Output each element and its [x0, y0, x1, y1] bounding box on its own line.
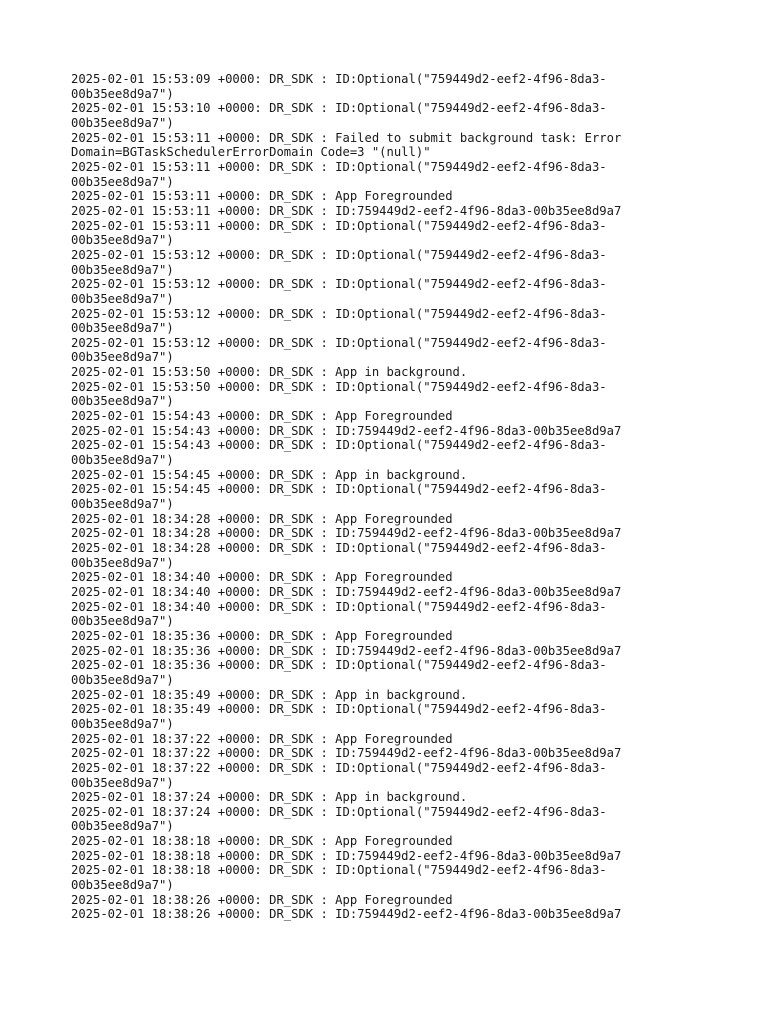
log-line: 2025-02-01 15:53:12 +0000: DR_SDK : ID:Optional("759449d2-eef2-4f96-8da3-: [71, 247, 607, 262]
log-line: 2025-02-01 15:53:50 +0000: DR_SDK : App in background.: [71, 365, 468, 380]
log-line: Domain=BGTaskSchedulerErrorDomain Code=3 "(null)": [71, 145, 431, 160]
log-line: 2025-02-01 18:38:18 +0000: DR_SDK : ID:759449d2-eef2-4f96-8da3-00b35ee8d9a7: [71, 848, 622, 863]
log-line: 2025-02-01 15:54:43 +0000: DR_SDK : App Foregrounded: [71, 409, 453, 424]
log-line: 00b35ee8d9a7"): [71, 775, 174, 790]
log-line: 00b35ee8d9a7"): [71, 262, 174, 277]
log-line: 2025-02-01 15:54:43 +0000: DR_SDK : ID:759449d2-eef2-4f96-8da3-00b35ee8d9a7: [71, 423, 622, 438]
log-line: 2025-02-01 18:37:22 +0000: DR_SDK : ID:Optional("759449d2-eef2-4f96-8da3-: [71, 760, 607, 775]
log-line: 00b35ee8d9a7"): [71, 555, 174, 570]
log-line: 00b35ee8d9a7"): [71, 321, 174, 336]
log-line: 2025-02-01 15:53:12 +0000: DR_SDK : ID:Optional("759449d2-eef2-4f96-8da3-: [71, 306, 607, 321]
log-line: 2025-02-01 18:37:22 +0000: DR_SDK : App Foregrounded: [71, 731, 453, 746]
log-line: 00b35ee8d9a7"): [71, 453, 174, 468]
log-line: 2025-02-01 18:34:40 +0000: DR_SDK : ID:759449d2-eef2-4f96-8da3-00b35ee8d9a7: [71, 584, 622, 599]
log-line: 00b35ee8d9a7"): [71, 86, 174, 101]
log-line: 2025-02-01 18:38:26 +0000: DR_SDK : ID:759449d2-eef2-4f96-8da3-00b35ee8d9a7: [71, 907, 622, 922]
log-line: 2025-02-01 18:34:28 +0000: DR_SDK : ID:759449d2-eef2-4f96-8da3-00b35ee8d9a7: [71, 526, 622, 541]
log-line: 00b35ee8d9a7"): [71, 497, 174, 512]
log-line: 00b35ee8d9a7"): [71, 115, 174, 130]
log-line: 2025-02-01 15:53:50 +0000: DR_SDK : ID:Optional("759449d2-eef2-4f96-8da3-: [71, 379, 607, 394]
log-line: 2025-02-01 18:38:18 +0000: DR_SDK : App Foregrounded: [71, 834, 453, 849]
log-line: 2025-02-01 18:38:18 +0000: DR_SDK : ID:Optional("759449d2-eef2-4f96-8da3-: [71, 863, 607, 878]
log-line: 2025-02-01 15:53:12 +0000: DR_SDK : ID:Optional("759449d2-eef2-4f96-8da3-: [71, 335, 607, 350]
log-line: 00b35ee8d9a7"): [71, 394, 174, 409]
log-line: 2025-02-01 18:34:28 +0000: DR_SDK : App Foregrounded: [71, 511, 453, 526]
log-line: 2025-02-01 15:53:12 +0000: DR_SDK : ID:Optional("759449d2-eef2-4f96-8da3-: [71, 277, 607, 292]
log-text-block: [71, 72, 731, 922]
log-line: 2025-02-01 15:53:11 +0000: DR_SDK : App Foregrounded: [71, 189, 453, 204]
log-line: 00b35ee8d9a7"): [71, 878, 174, 893]
log-line: 00b35ee8d9a7"): [71, 672, 174, 687]
log-line: 2025-02-01 18:35:36 +0000: DR_SDK : ID:759449d2-eef2-4f96-8da3-00b35ee8d9a7: [71, 643, 622, 658]
log-line: 00b35ee8d9a7"): [71, 174, 174, 189]
log-line: 2025-02-01 18:34:40 +0000: DR_SDK : ID:Optional("759449d2-eef2-4f96-8da3-: [71, 599, 607, 614]
log-line: 00b35ee8d9a7"): [71, 291, 174, 306]
log-line: 2025-02-01 18:35:36 +0000: DR_SDK : App Foregrounded: [71, 628, 453, 643]
log-line: 2025-02-01 15:53:11 +0000: DR_SDK : ID:Optional("759449d2-eef2-4f96-8da3-: [71, 159, 607, 174]
log-line: 00b35ee8d9a7"): [71, 819, 174, 834]
log-line: 2025-02-01 15:54:43 +0000: DR_SDK : ID:Optional("759449d2-eef2-4f96-8da3-: [71, 438, 607, 453]
log-line: 2025-02-01 15:54:45 +0000: DR_SDK : ID:Optional("759449d2-eef2-4f96-8da3-: [71, 482, 607, 497]
log-line: 2025-02-01 15:53:11 +0000: DR_SDK : ID:Optional("759449d2-eef2-4f96-8da3-: [71, 218, 607, 233]
log-line: 2025-02-01 15:54:45 +0000: DR_SDK : App in background.: [71, 467, 468, 482]
log-line: 2025-02-01 15:53:10 +0000: DR_SDK : ID:Optional("759449d2-eef2-4f96-8da3-: [71, 101, 607, 116]
log-line: 00b35ee8d9a7"): [71, 350, 174, 365]
log-line: 2025-02-01 15:53:09 +0000: DR_SDK : ID:Optional("759449d2-eef2-4f96-8da3-: [71, 72, 607, 86]
log-line: 2025-02-01 18:37:24 +0000: DR_SDK : ID:Optional("759449d2-eef2-4f96-8da3-: [71, 804, 607, 819]
log-line: 2025-02-01 18:37:24 +0000: DR_SDK : App in background.: [71, 790, 468, 805]
log-line: 2025-02-01 18:35:36 +0000: DR_SDK : ID:Optional("759449d2-eef2-4f96-8da3-: [71, 658, 607, 673]
log-line: 2025-02-01 18:38:26 +0000: DR_SDK : App Foregrounded: [71, 892, 453, 907]
log-line: 00b35ee8d9a7"): [71, 233, 174, 248]
log-line: 2025-02-01 15:53:11 +0000: DR_SDK : Failed to submit background task: Error: [71, 130, 622, 145]
log-line: 2025-02-01 15:53:11 +0000: DR_SDK : ID:759449d2-eef2-4f96-8da3-00b35ee8d9a7: [71, 203, 622, 218]
log-line: 00b35ee8d9a7"): [71, 716, 174, 731]
log-line: 2025-02-01 18:37:22 +0000: DR_SDK : ID:759449d2-eef2-4f96-8da3-00b35ee8d9a7: [71, 746, 622, 761]
log-line: 2025-02-01 18:35:49 +0000: DR_SDK : App in background.: [71, 687, 468, 702]
log-line: 2025-02-01 18:34:40 +0000: DR_SDK : App Foregrounded: [71, 570, 453, 585]
log-line: 2025-02-01 18:34:28 +0000: DR_SDK : ID:Optional("759449d2-eef2-4f96-8da3-: [71, 541, 607, 555]
log-line: 2025-02-01 18:35:49 +0000: DR_SDK : ID:Optional("759449d2-eef2-4f96-8da3-: [71, 702, 607, 717]
log-line: 00b35ee8d9a7"): [71, 614, 174, 629]
